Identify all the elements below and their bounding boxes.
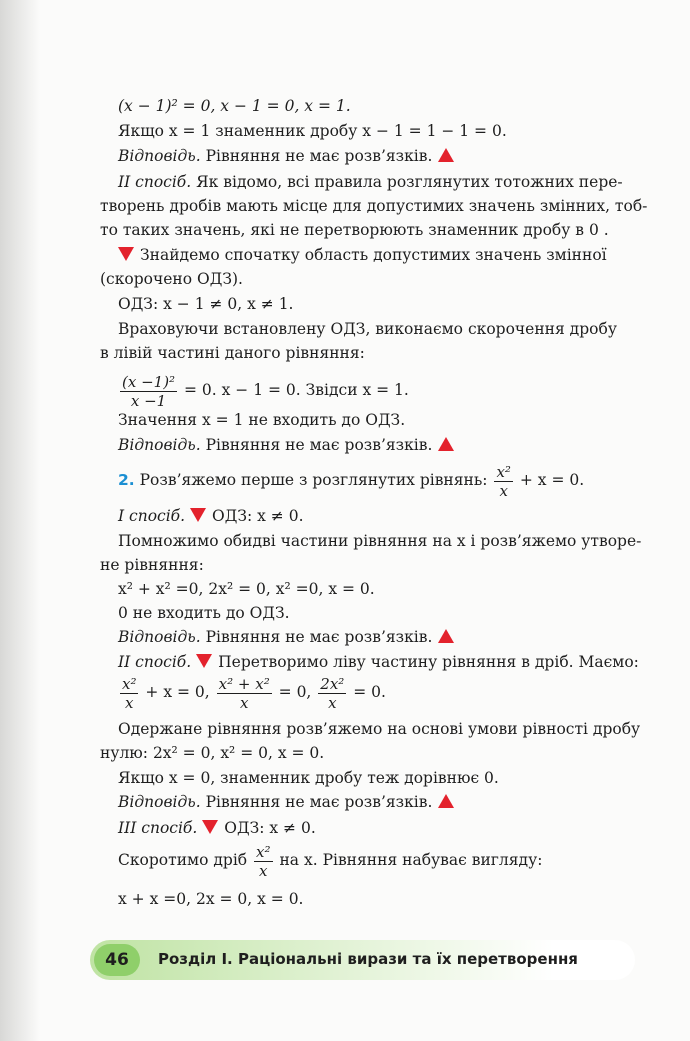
method-3-line: III спосіб. ОДЗ: x ≠ 0. [118,819,316,837]
method-2-para-line-2: творень дробів мають місце для допустимих значень змінних, тоб- [100,197,648,215]
odz-intro-line-1: Знайдемо спочатку область допустимих значень змінної [118,245,607,265]
odz-intro-line-2: (скорочено ОДЗ). [100,270,243,288]
page-number: 46 [94,944,140,976]
end-solution-icon [438,437,454,451]
line-1: (x − 1)² = 0, x − 1 = 0, x = 1. [118,97,351,115]
line-2: Якщо x = 1 знаменник дробу x − 1 = 1 − 1 = 0. [118,122,507,140]
not-in-odz-line: Значення x = 1 не входить до ОДЗ. [118,411,406,429]
fraction-x2-plus-x2-over-x: $\frac{\text{x² + x²}}{x}$ [218,674,270,712]
denominator-zero-line: Якщо x = 0, знаменник дробу теж дорівнює 0. [118,769,499,787]
method-2b-line: II спосіб. Перетворимо ліву частину рівняння в дріб. Маємо: [118,653,639,671]
end-solution-icon [438,629,454,643]
end-solution-icon [438,794,454,808]
fraction-2x2-over-x: $\frac{\text{2x²}}{x}$ [320,674,345,712]
multiply-line-1: Помножимо обидві частини рівняння на x і розв’яжемо утворе- [118,532,642,550]
fraction-x2-over-x: $\frac{\text{x²}}{x}$ [496,462,511,500]
start-solution-icon [118,247,134,261]
fractions-equation-line: $\frac{\text{x²}}{x}$ + x = 0, $\frac{\text{x² + x²}}{x}$ = 0, $\frac{\text{2x²}}{x}$ = 0. [122,674,386,712]
task-2-line: 2. Розв’яжемо перше з розглянутих рівнянь: $\frac{\text{x²}}{x}$ + x = 0. [118,462,585,500]
answer-1: Відповідь. Рівняння не має розв’язків. [118,146,454,166]
reduce-line-2: в лівій частині даного рівняння: [100,344,365,362]
multiply-line-2: не рівняння: [100,556,204,574]
start-solution-icon [202,820,218,834]
reduce-line-1: Враховуючи встановлену ОДЗ, виконаємо скорочення дробу [118,320,617,338]
start-solution-icon [196,654,212,668]
zero-not-in-odz-line: 0 не входить до ОДЗ. [118,604,290,622]
method-2-para-line-1: II спосіб. Як відомо, всі правила розглянутих тотожних пере- [118,173,623,191]
solve-line: x² + x² =0, 2x² = 0, x² =0, x = 0. [118,580,375,598]
odz-line: ОДЗ: x − 1 ≠ 0, x ≠ 1. [118,295,294,313]
equation-fraction-line: $\frac{\text{(x −1)²}}{x -1}$ = 0. x − 1 = 0. Звідси x = 1. [122,372,409,410]
fraction-x-minus-1-squared: $\frac{\text{(x −1)²}}{x -1}$ [122,372,176,410]
fraction-x2-over-x: $\frac{\text{x²}}{x}$ [256,842,271,880]
answer-3: Відповідь. Рівняння не має розв’язків. [118,627,454,647]
fraction-x2-over-x: $\frac{\text{x²}}{x}$ [122,674,137,712]
final-solve-line: x + x =0, 2x = 0, x = 0. [118,890,304,908]
answer-4: Відповідь. Рівняння не має розв’язків. [118,792,454,812]
start-solution-icon [190,508,206,522]
equality-condition-line-1: Одержане рівняння розв’яжемо на основі умови рівності дробу [118,720,641,738]
chapter-title: Розділ I. Раціональні вирази та їх перетворення [158,950,578,968]
method-2-para-line-3: то таких значень, які не перетворюють знаменник дробу в 0 . [100,221,609,239]
end-solution-icon [438,148,454,162]
method-1-line: I спосіб. ОДЗ: x ≠ 0. [118,507,304,525]
reduce-fraction-line: Скоротимо дріб $\frac{\text{x²}}{x}$ на x. Рівняння набуває вигляду: [118,842,543,880]
equality-condition-line-2: нулю: 2x² = 0, x² = 0, x = 0. [100,744,325,762]
page-gutter-shadow [0,0,40,1041]
answer-2: Відповідь. Рівняння не має розв’язків. [118,435,454,455]
